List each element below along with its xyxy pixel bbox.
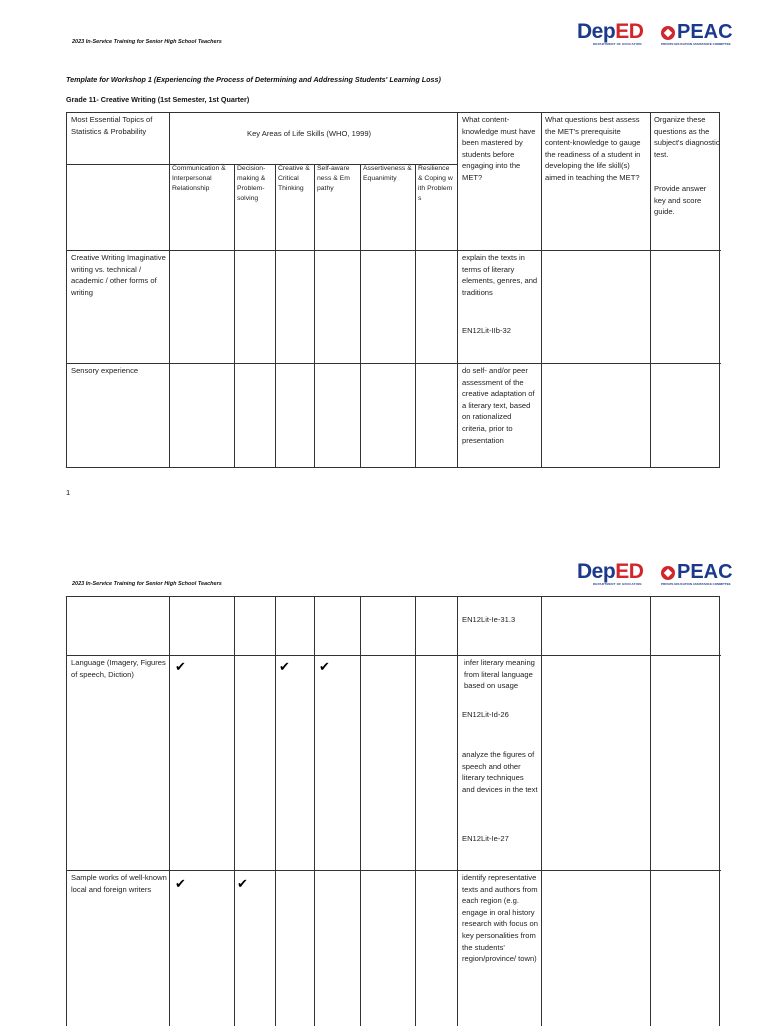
check-icon: ✔ (319, 659, 330, 674)
header-key-areas: Key Areas of Life Skills (WHO, 1999) (247, 129, 372, 138)
row-sample-topic: Sample works of well-known local and foreign writers (71, 873, 167, 894)
row-language-code2: EN12Lit-Ie-27 (462, 834, 509, 843)
header-organize: Organize these questions as the subject's diagnostic test. (654, 115, 720, 159)
check-icon: ✔ (237, 876, 248, 891)
skill-creative: Creative & Critical Thinking (278, 165, 310, 192)
skill-decision: Decision-making & Problem-solving (237, 165, 266, 202)
row0-code: EN12Lit-Ie-31.3 (462, 615, 516, 624)
skill-communication: Communication & Interpersonal Relationship (172, 165, 226, 192)
check-icon: ✔ (279, 659, 290, 674)
row1-code: EN12Lit-IIb-32 (462, 326, 511, 335)
peac-logo-sub-2: PRIVATE EDUCATION ASSISTANCE COMMITTEE (661, 582, 731, 586)
header-topics: Most Essential Topics of Statistics & Probability (71, 115, 153, 136)
deped-logo-text: DepED (577, 20, 644, 43)
row1-topic: Creative Writing Imaginative writing vs. technical / academic / other forms of writing (71, 253, 166, 297)
peac-logo-sub: PRIVATE EDUCATION ASSISTANCE COMMITTEE (661, 42, 731, 46)
peac-diamond-icon-2 (661, 566, 675, 580)
row2-topic: Sensory experience (71, 366, 139, 375)
deped-logo-sub-2: DEPARTMENT OF EDUCATION (593, 582, 642, 586)
check-icon: ✔ (175, 659, 186, 674)
page-2 (0, 520, 768, 1024)
template-title: Template for Workshop 1 (Experiencing the Process of Determining and Addressing Students' Learning Loss) (66, 75, 441, 84)
header-answer-key: Provide answer key and score guide. (654, 184, 707, 217)
check-icon: ✔ (175, 876, 186, 891)
row1-content: explain the texts in terms of literary elements, genres, and traditions (462, 253, 538, 297)
deped-logo-text-2: DepED (577, 560, 644, 583)
skill-self: Self-awareness & Empathy (317, 165, 350, 192)
workshop-table-page1 (66, 112, 720, 468)
deped-logo-sub: DEPARTMENT OF EDUCATION (593, 42, 642, 46)
training-title: 2023 In-Service Training for Senior High School Teachers (72, 39, 222, 45)
peac-logo-text-2: PEAC (677, 561, 733, 583)
page-number: 1 (66, 488, 71, 497)
skill-assertiveness: Assertiveness & Equanimity (363, 165, 412, 182)
header-questions: What questions best assess the MET's prerequisite content-knowledge to gauge the readiness of a student in developing the life skill(s) aimed in teaching the MET? (545, 115, 641, 182)
row-sample-content1: identify representative texts and authors from each region (e.g. engage in oral history research with focus on key personalities from the students' region/province/ town) (462, 873, 538, 964)
workshop-table-page2 (66, 596, 720, 1026)
row-language-topic: Language (Imagery, Figures of speech, Diction) (71, 658, 166, 679)
row-language-code1: EN12Lit-Id-26 (462, 710, 509, 719)
row-language-content2: analyze the figures of speech and other literary techniques and devices in the text (462, 750, 538, 794)
grade-title: Grade 11- Creative Writing (1st Semester, 1st Quarter) (66, 95, 250, 104)
skill-resilience: Resilience & Coping with Problems (418, 165, 453, 202)
header-content-knowledge: What content-knowledge must have been mastered by students before engaging into the MET? (462, 115, 536, 182)
row2-content: do self- and/or peer assessment of the creative adaptation of a literary text, based on rationalized criteria, prior to presentation (462, 366, 535, 445)
peac-logo-text: PEAC (677, 21, 733, 43)
training-title-2: 2023 In-Service Training for Senior High School Teachers (72, 581, 222, 587)
peac-diamond-icon (661, 26, 675, 40)
row-language-content1: infer literary meaning from literal language based on usage (464, 658, 535, 691)
